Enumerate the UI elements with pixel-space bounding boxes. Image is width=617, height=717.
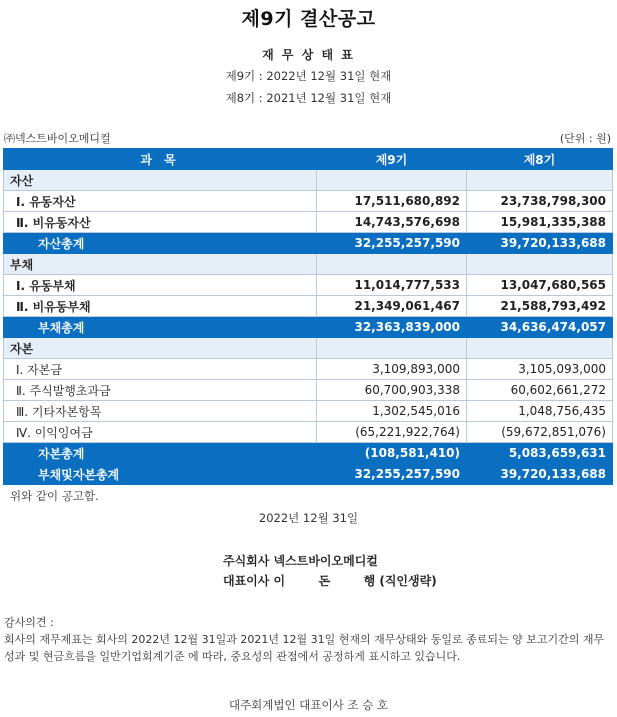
current-value-cell: (108,581,410) [317,443,467,464]
column-header-current: 제9기 [317,149,467,170]
column-header-account: 과 목 [4,149,317,170]
account-name-cell: Ⅰ. 유동자산 [4,191,317,212]
prior-value-cell: 39,720,133,688 [467,233,613,254]
prior-value-cell [467,170,613,191]
current-value-cell: 32,255,257,590 [317,464,467,485]
account-name-cell: Ⅲ. 기타자본항목 [4,401,317,422]
table-row [4,401,613,422]
prior-value-cell: 15,981,335,388 [467,212,613,233]
prior-value-cell: 13,047,680,565 [467,275,613,296]
prior-value-cell: 3,105,093,000 [467,359,613,380]
account-name-cell: Ⅳ. 이익잉여금 [4,422,317,443]
account-name-cell: 자산총계 [4,233,317,254]
company-label: ㈜넥스트바이오메디컬 [4,132,111,145]
current-value-cell: 60,700,903,338 [317,380,467,401]
account-name-cell: 부채 [4,254,317,275]
account-name-cell: Ⅰ. 자본금 [4,359,317,380]
current-value-cell: 32,255,257,590 [317,233,467,254]
prior-value-cell: 23,738,798,300 [467,191,613,212]
table-row [4,212,613,233]
period-prior: 제8기 : 2021년 12월 31일 현재 [225,91,392,105]
table-row [4,422,613,443]
section-row [4,254,613,275]
current-value-cell: 21,349,061,467 [317,296,467,317]
current-value-cell: 1,302,545,016 [317,401,467,422]
account-name-cell: 자본총계 [4,443,317,464]
prior-value-cell: 5,083,659,631 [467,443,613,464]
announcement-note: 위와 같이 공고함. [10,489,99,503]
table-row [4,296,613,317]
total-row [4,464,613,485]
section-row [4,338,613,359]
current-value-cell: 3,109,893,000 [317,359,467,380]
account-name-cell: Ⅱ. 비유동자산 [4,212,317,233]
table-row [4,359,613,380]
total-row [4,317,613,338]
table-row [4,380,613,401]
current-value-cell: 32,363,839,000 [317,317,467,338]
account-name-cell: 자본 [4,338,317,359]
current-value-cell: (65,221,922,764) [317,422,467,443]
account-name-cell: 자산 [4,170,317,191]
period-current: 제9기 : 2022년 12월 31일 현재 [225,69,392,83]
prior-value-cell: 39,720,133,688 [467,464,613,485]
prior-value-cell [467,254,613,275]
current-value-cell [317,338,467,359]
prior-value-cell [467,338,613,359]
current-value-cell [317,170,467,191]
total-row [4,443,613,464]
auditor-signature: 대주회계법인 대표이사 조 승 호 [228,698,389,712]
current-value-cell: 14,743,576,698 [317,212,467,233]
column-header-prior: 제8기 [467,149,613,170]
statement-subtitle: 재 무 상 태 표 [262,48,355,62]
unit-label: (단위 : 원) [559,132,611,145]
prior-value-cell: 34,636,474,057 [467,317,613,338]
account-name-cell: 부채및자본총계 [4,464,317,485]
corporation-name: 주식회사 넥스트바이오메디컬 [223,554,378,568]
prior-value-cell: 21,588,793,492 [467,296,613,317]
section-row [4,170,613,191]
current-value-cell [317,254,467,275]
announcement-date: 2022년 12월 31일 [258,511,359,525]
table-row [4,275,613,296]
prior-value-cell: 60,602,661,272 [467,380,613,401]
account-name-cell: 부채총계 [4,317,317,338]
audit-opinion-body: 회사의 재무제표는 회사의 2022년 12월 31일과 2021년 12월 31일 현재의 재무상태와 동일로 종료되는 양 보고기간의 재무성과 및 현금흐름을 일반기업회계기준 에 따라, 중요성의 관점에서 공정하게 표시하고 있습니다. [4,633,605,663]
page-title: 제9기 결산공고 [241,8,376,30]
current-value-cell: 11,014,777,533 [317,275,467,296]
prior-value-cell: 1,048,756,435 [467,401,613,422]
table-header-row [4,149,613,170]
account-name-cell: Ⅱ. 주식발행초과금 [4,380,317,401]
account-name-cell: Ⅰ. 유동부채 [4,275,317,296]
audit-opinion-title: 감사의견 : [4,616,54,629]
current-value-cell: 17,511,680,892 [317,191,467,212]
table-body [4,170,613,485]
account-name-cell: Ⅱ. 비유동부채 [4,296,317,317]
prior-value-cell: (59,672,851,076) [467,422,613,443]
balance-sheet-table [3,148,613,485]
ceo-line: 대표이사 이 돈 행 (직인생략) [223,574,437,588]
total-row [4,233,613,254]
table-row [4,191,613,212]
